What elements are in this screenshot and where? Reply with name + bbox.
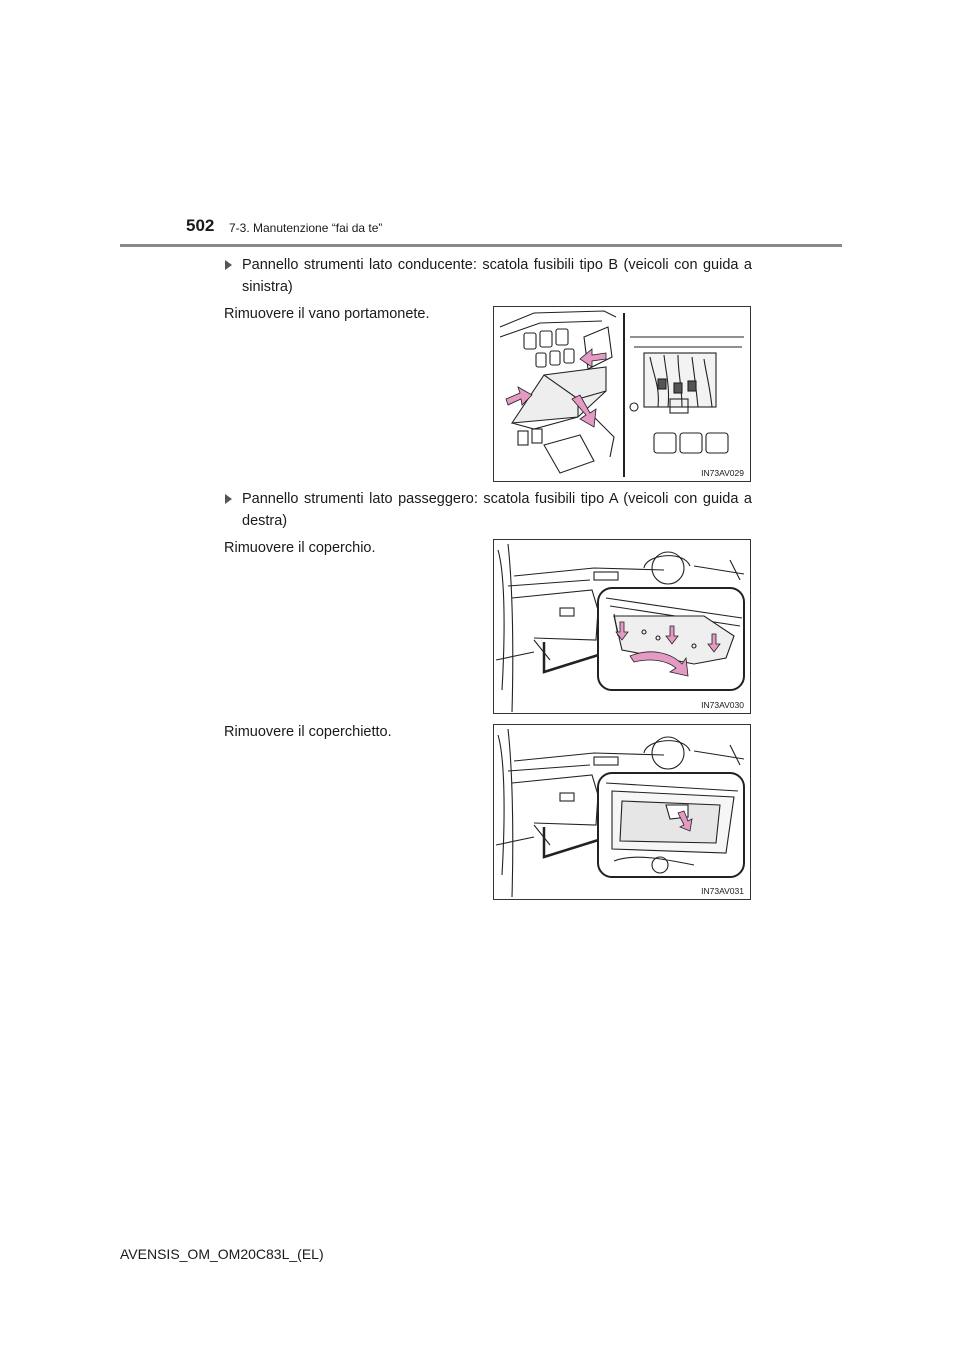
bullet-triangle-icon bbox=[225, 260, 232, 270]
footer-doc-code: AVENSIS_OM_OM20C83L_(EL) bbox=[120, 1246, 324, 1262]
instruction-text: Rimuovere il coperchietto. bbox=[224, 724, 392, 740]
bullet-triangle-icon bbox=[225, 494, 232, 504]
bullet-item bbox=[224, 488, 752, 532]
instruction-text: Rimuovere il coperchio. bbox=[224, 540, 376, 556]
figure-small-cover bbox=[493, 724, 751, 900]
illustration-coin-box bbox=[494, 307, 750, 481]
bullet-item bbox=[224, 254, 752, 298]
bullet-text: Pannello strumenti lato passeggero: scatola fusibili tipo A (veicoli con guida a destra) bbox=[242, 491, 752, 529]
bullet-text: Pannello strumenti lato conducente: scatola fusibili tipo B (veicoli con guida a sinistra) bbox=[242, 257, 752, 295]
illustration-cover bbox=[494, 540, 750, 713]
page-number: 502 bbox=[186, 216, 215, 235]
figure-label: IN73AV029 bbox=[701, 468, 744, 478]
instruction-text: Rimuovere il vano portamonete. bbox=[224, 306, 430, 322]
figure-label: IN73AV031 bbox=[701, 886, 744, 896]
section-title: 7-3. Manutenzione “fai da te” bbox=[229, 221, 383, 235]
figure-label: IN73AV030 bbox=[701, 700, 744, 710]
illustration-small-cover bbox=[494, 725, 750, 899]
header-rule bbox=[120, 244, 842, 247]
figure-cover bbox=[493, 539, 751, 714]
figure-coin-box bbox=[493, 306, 751, 482]
